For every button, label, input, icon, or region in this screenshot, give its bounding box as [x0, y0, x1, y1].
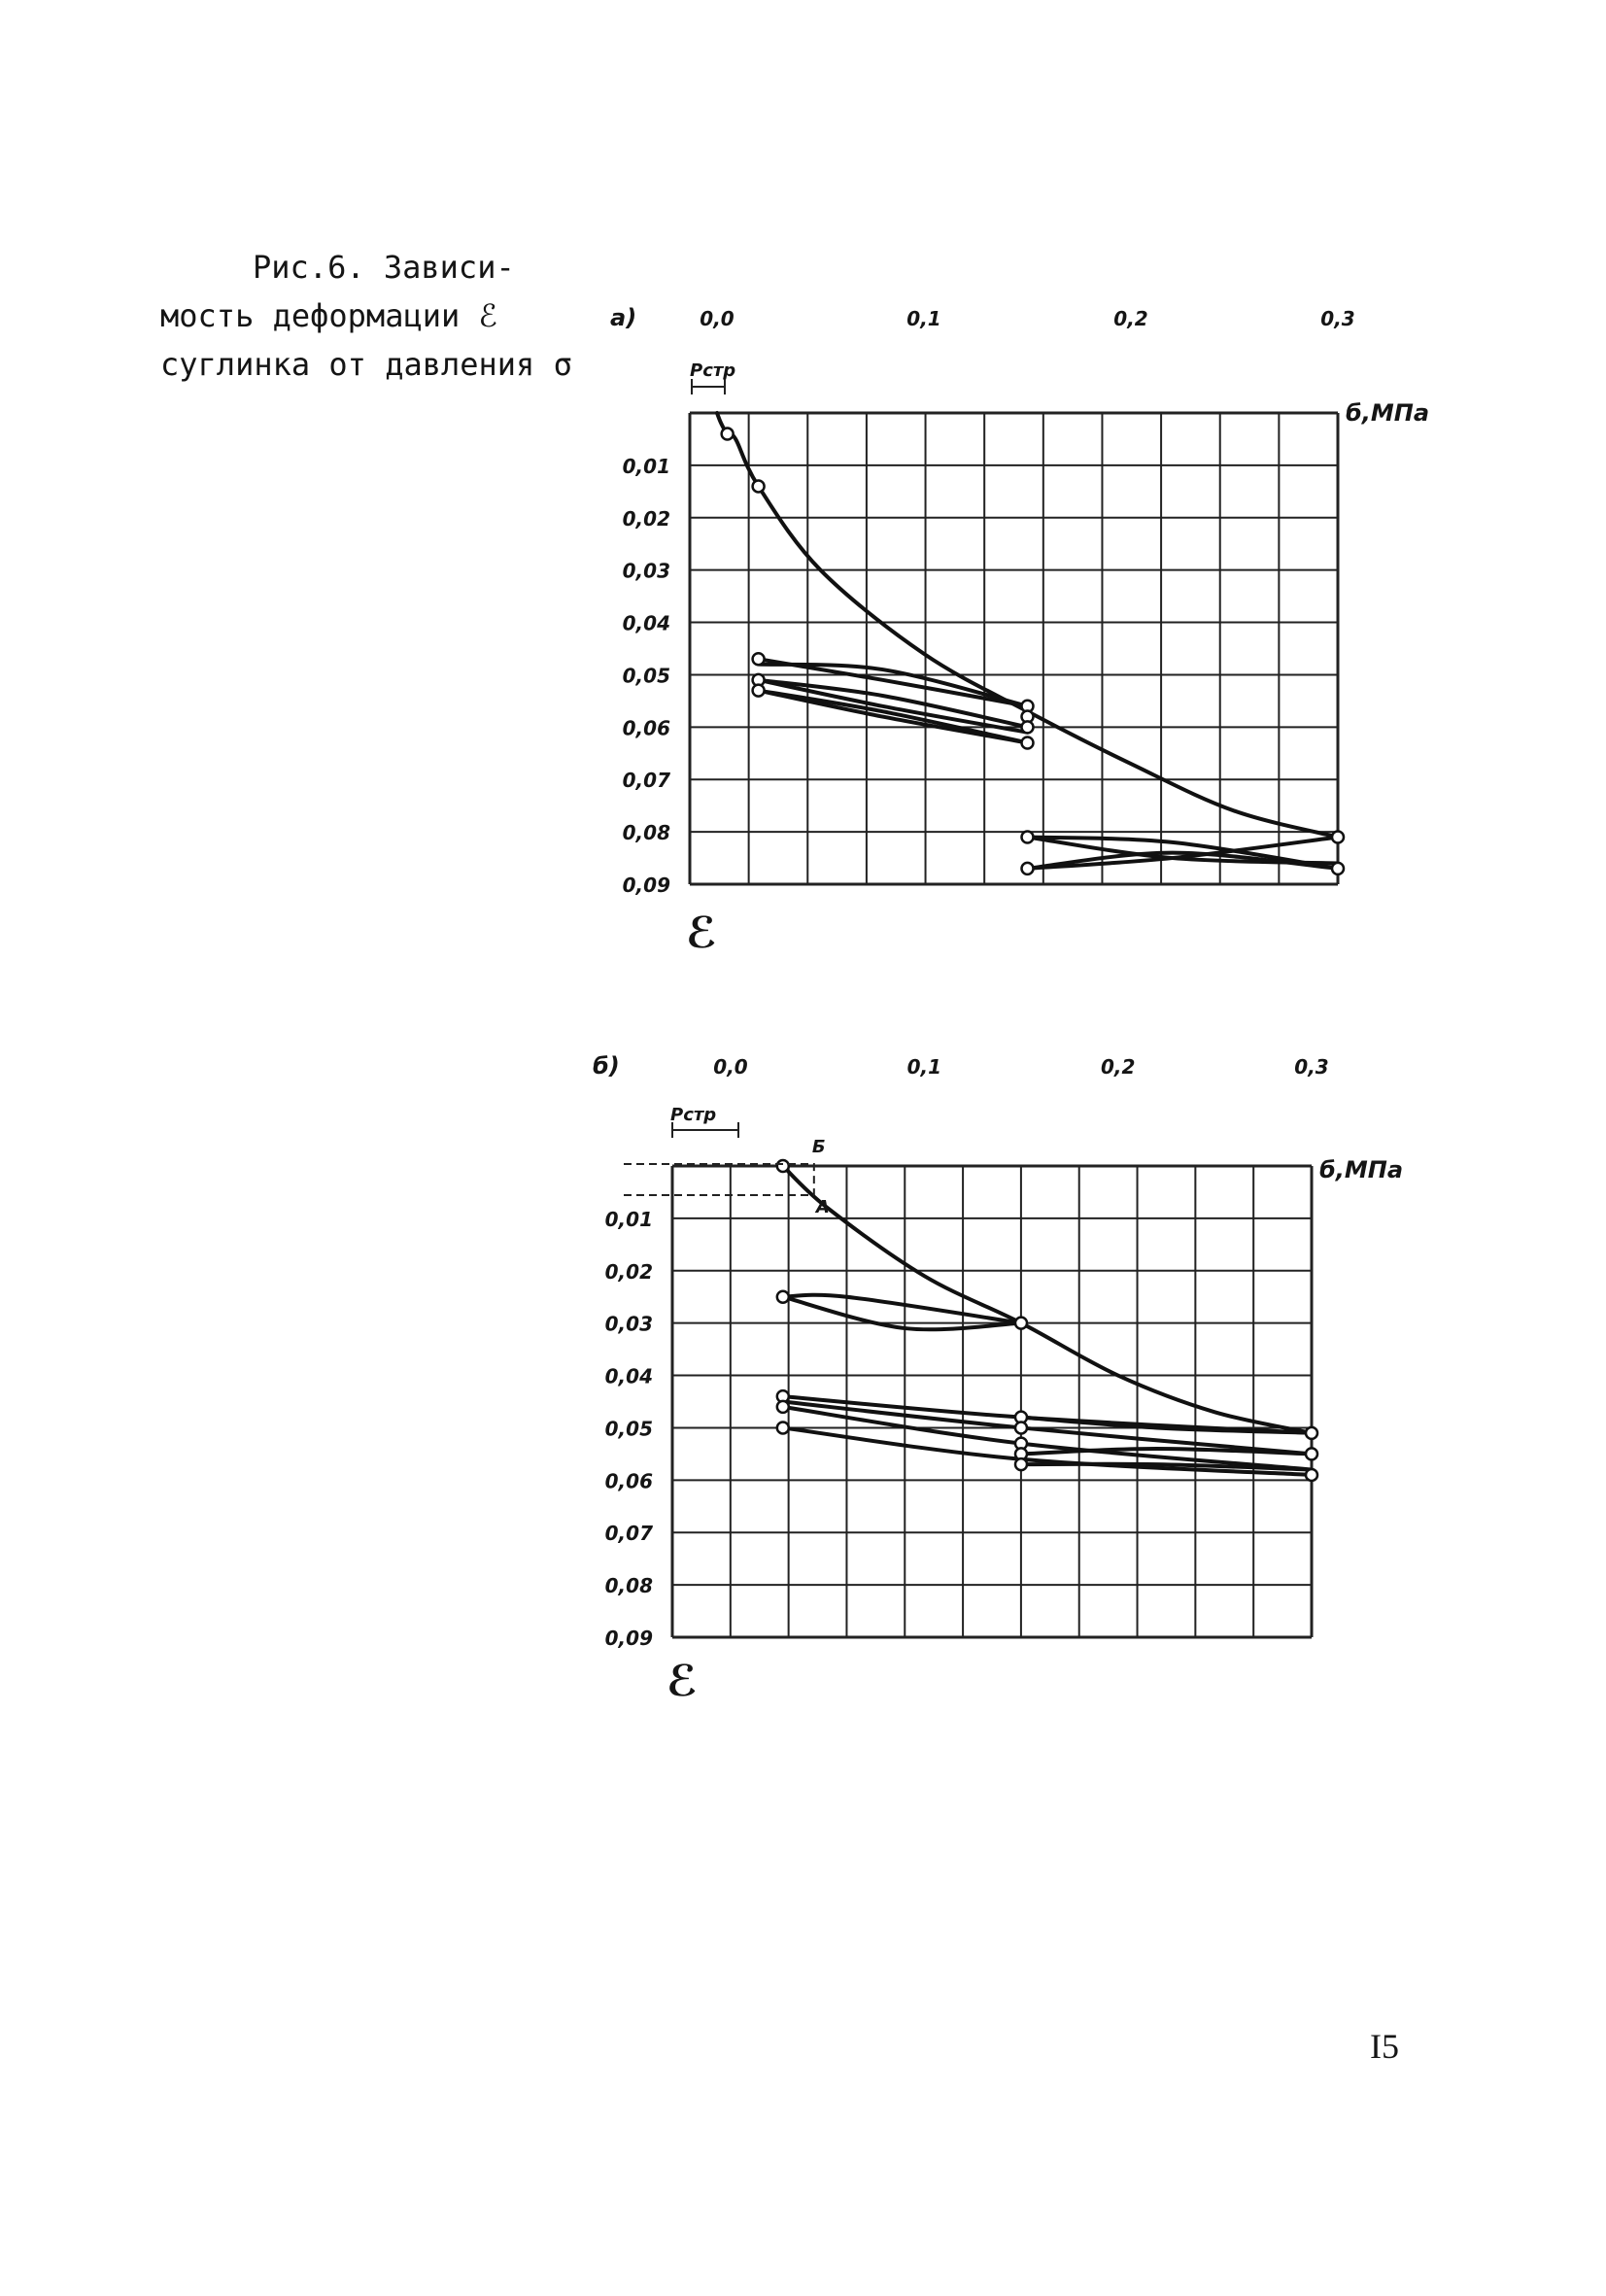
x-tick-label: 0,2 — [1113, 307, 1148, 330]
caption-line-1: Рис.6. Зависи- — [253, 249, 515, 286]
y-tick-label: 0,04 — [604, 1364, 653, 1388]
y-tick-label: 0,06 — [622, 716, 670, 740]
page-number: I5 — [1370, 2027, 1399, 2066]
data-point — [1022, 721, 1034, 733]
x-tick-label: 0,2 — [1100, 1055, 1136, 1079]
x-tick-label: 0,0 — [700, 307, 735, 330]
y-tick-label: 0,04 — [622, 611, 670, 635]
y-tick-label: 0,09 — [622, 874, 670, 897]
y-tick-label: 0,02 — [604, 1259, 653, 1284]
series-line-1 — [717, 413, 1338, 838]
chart-panel-b — [593, 1052, 1403, 1706]
y-axis-symbol: ℰ — [666, 1657, 699, 1706]
chart-panel-a — [610, 304, 1429, 958]
y-tick-label: 0,07 — [604, 1522, 653, 1546]
data-point — [1015, 1422, 1027, 1433]
data-point — [753, 685, 765, 697]
y-tick-label: 0,05 — [622, 664, 670, 688]
y-tick-label: 0,03 — [622, 559, 670, 583]
data-point — [753, 653, 765, 665]
x-tick-label: 0,1 — [906, 1055, 942, 1079]
y-tick-label: 0,01 — [622, 454, 670, 478]
data-point — [1022, 737, 1034, 749]
y-tick-label: 0,03 — [604, 1312, 653, 1336]
y-tick-label: 0,05 — [604, 1417, 653, 1441]
data-point — [1306, 1469, 1317, 1481]
data-point — [777, 1160, 789, 1172]
p-str-bracket — [692, 379, 725, 394]
y-tick-label: 0,02 — [622, 506, 670, 531]
y-tick-label: 0,08 — [622, 821, 670, 845]
data-point — [777, 1401, 789, 1413]
data-point — [1332, 863, 1344, 874]
x-unit-label: б,МПа — [1319, 1156, 1404, 1183]
panel-label: б) — [593, 1052, 620, 1079]
data-point — [1022, 832, 1034, 843]
data-point — [753, 480, 765, 492]
data-point — [1015, 1458, 1027, 1470]
annotation-a: А — [815, 1197, 830, 1217]
data-point — [777, 1291, 789, 1303]
y-tick-label: 0,07 — [622, 769, 670, 793]
p-str-label: Pстр — [670, 1105, 717, 1125]
x-tick-label: 0,1 — [906, 307, 941, 330]
x-tick-label: 0,3 — [1294, 1055, 1329, 1079]
series-line-3 — [783, 1297, 1021, 1330]
caption-line-3: суглинка от давления σ — [160, 346, 572, 383]
y-tick-label: 0,01 — [604, 1207, 653, 1231]
data-point — [1332, 832, 1344, 843]
x-unit-label: б,МПа — [1346, 399, 1430, 427]
data-point — [1022, 863, 1034, 874]
data-point — [1015, 1318, 1027, 1329]
data-point — [1306, 1448, 1317, 1459]
annotation-b: Б — [811, 1137, 826, 1157]
series-line-4 — [759, 680, 1028, 733]
y-tick-label: 0,06 — [604, 1469, 653, 1493]
data-point — [722, 428, 734, 440]
data-point — [777, 1422, 789, 1433]
x-tick-label: 0,0 — [713, 1055, 748, 1079]
x-tick-label: 0,3 — [1320, 307, 1355, 330]
panel-label: а) — [610, 304, 637, 331]
p-str-label: Pстр — [690, 360, 736, 381]
caption-line-2: мость деформации ℰ — [160, 297, 497, 334]
data-point — [1306, 1427, 1317, 1439]
y-tick-label: 0,08 — [604, 1574, 653, 1598]
y-axis-symbol: ℰ — [686, 908, 718, 958]
y-tick-label: 0,09 — [604, 1627, 653, 1650]
